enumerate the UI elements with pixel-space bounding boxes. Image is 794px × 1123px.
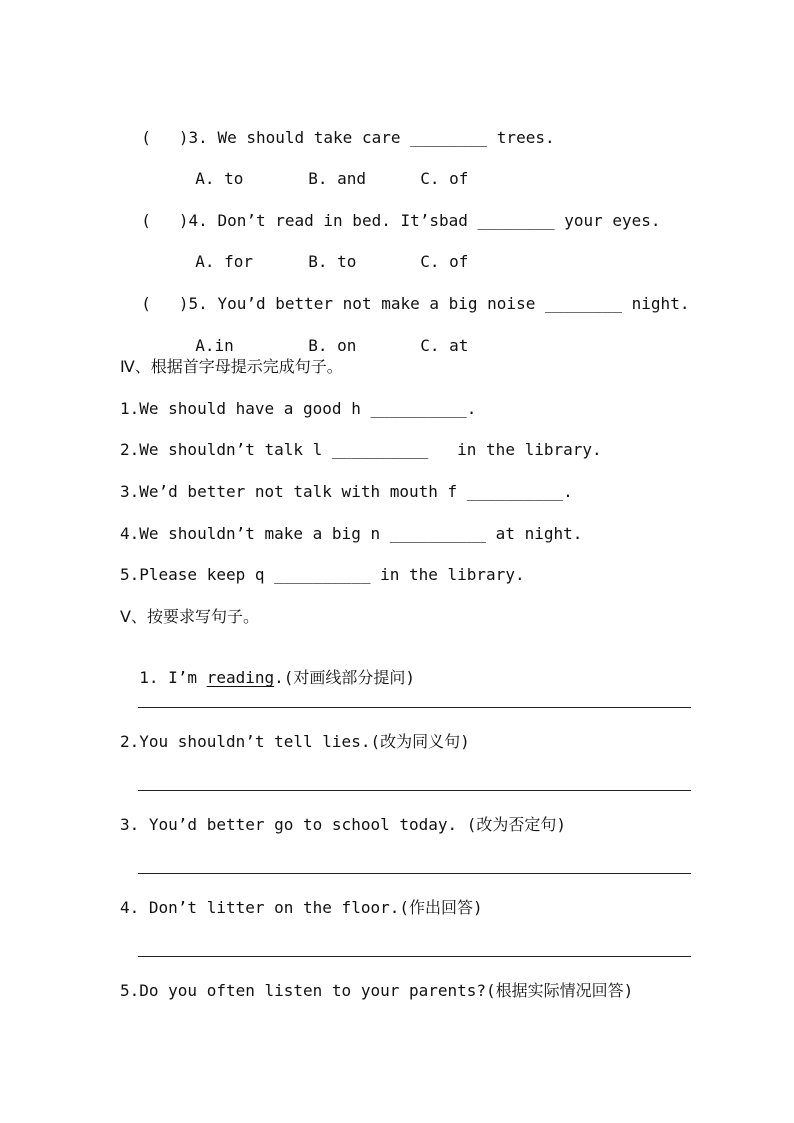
- section-4-heading: Ⅳ、根据首字母提示完成句子。: [120, 357, 343, 376]
- question-prefix: 1. I’m: [139, 668, 207, 687]
- fill-item-5: 5.Please keep q __________ in the library.: [120, 565, 525, 584]
- answer-paren-close: ): [178, 128, 189, 147]
- option-b: B. to: [308, 252, 357, 271]
- answer-paren-close: ): [178, 294, 189, 313]
- option-a: A.in: [195, 336, 234, 355]
- answer-paren-open: (: [141, 294, 151, 313]
- mc-options-4: [176, 232, 468, 272]
- rewrite-question-4: 4. Don’t litter on the floor.(作出回答): [120, 898, 483, 917]
- mc-options-5: [176, 316, 468, 356]
- question-stem: 3. We should take care ________ trees.: [188, 128, 555, 147]
- rewrite-question-3: 3. You’d better go to school today. (改为否定句): [120, 815, 567, 834]
- option-c: C. of: [420, 169, 469, 188]
- option-c: C. of: [420, 252, 469, 271]
- mc-question-3: [122, 108, 555, 148]
- rewrite-question-5: 5.Do you often listen to your parents?(根据实际情况回答): [120, 981, 634, 1000]
- answer-paren-open: (: [141, 128, 151, 147]
- fill-item-3: 3.We’d better not talk with mouth f __________.: [120, 482, 573, 501]
- option-c: C. at: [420, 336, 469, 355]
- question-stem: 4. Don’t read in bed. It’sbad ________ your eyes.: [188, 211, 661, 230]
- mc-question-4: [122, 191, 661, 231]
- option-a: A. for: [195, 252, 254, 271]
- fill-item-1: 1.We should have a good h __________.: [120, 399, 477, 418]
- mc-question-5: [122, 274, 689, 314]
- answer-line-2[interactable]: [138, 790, 691, 791]
- section-5-heading: Ⅴ、按要求写句子。: [120, 607, 259, 626]
- option-b: B. and: [308, 169, 367, 188]
- question-stem: 5. You’d better not make a big noise ________ night.: [188, 294, 690, 313]
- question-instruction: .(对画线部分提问): [274, 668, 416, 687]
- fill-item-4: 4.We shouldn’t make a big n __________ at night.: [120, 524, 583, 543]
- answer-line-4[interactable]: [138, 956, 691, 957]
- answer-line-3[interactable]: [138, 873, 691, 874]
- mc-options-3: [176, 149, 468, 189]
- option-a: A. to: [195, 169, 244, 188]
- rewrite-question-1: [120, 648, 415, 688]
- answer-paren-close: ): [178, 211, 189, 230]
- rewrite-question-2: 2.You shouldn’t tell lies.(改为同义句): [120, 732, 470, 751]
- answer-line-1[interactable]: [138, 707, 691, 708]
- underlined-word: reading: [206, 668, 275, 687]
- option-b: B. on: [308, 336, 357, 355]
- fill-item-2: 2.We shouldn’t talk l __________ in the library.: [120, 440, 602, 459]
- answer-paren-open: (: [141, 211, 151, 230]
